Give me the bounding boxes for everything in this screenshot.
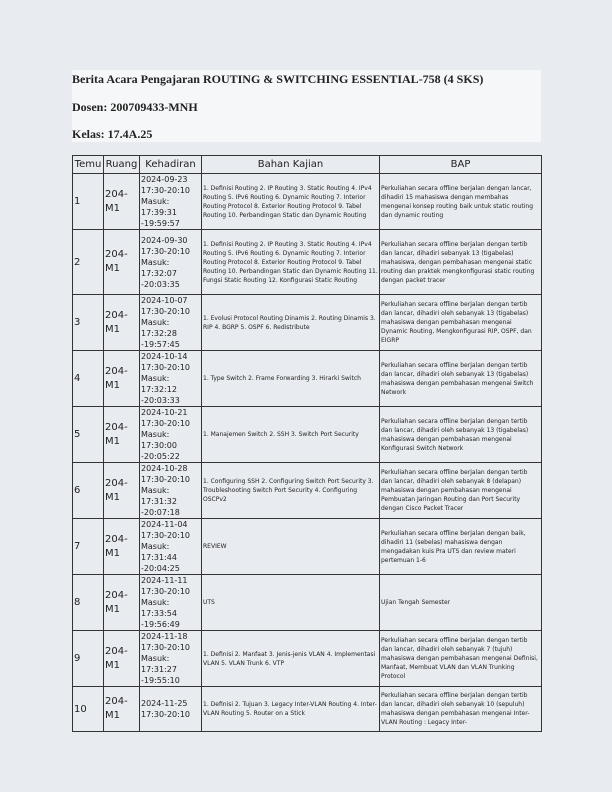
table-row	[73, 519, 542, 575]
cell-kehadiran	[140, 351, 202, 407]
cell-ruang: 204-M1	[104, 295, 140, 351]
cell-kehadiran	[140, 174, 202, 230]
keluar: -19:55:10	[141, 676, 180, 685]
cell-bahan-kajian: 1. Manajemen Switch 2. SSH 3. Switch Port Security	[202, 407, 380, 463]
masuk: Masuk: 17:30:00	[141, 430, 177, 450]
time: 17:30-20:10	[141, 419, 190, 428]
cell-bap: Perkuliahan secara offline berjalan dengan baik, dihadiri 11 (sebelas) mahasiswa dengan mengadakan kuis Pra UTS dan review materi pertemuan 1-6	[380, 519, 542, 575]
cell-temu: 7	[73, 519, 104, 575]
date: 2024-11-25	[141, 699, 188, 708]
column-header-bahan-kajian: Bahan Kajian	[202, 156, 380, 174]
cell-ruang: 204-M1	[104, 230, 140, 295]
keluar: -19:57:45	[141, 340, 180, 349]
class-line: Kelas: 17.4A.25	[72, 127, 153, 141]
masuk: Masuk: 17:31:44	[141, 542, 177, 562]
masuk: Masuk: 17:31:32	[141, 486, 177, 506]
masuk: Masuk: 17:32:12	[141, 374, 177, 394]
cell-bap: Perkuliahan secara offline berjalan dengan tertib dan lancar, dihadiri oleh sebanyak 10 (sepuluh) mahasiswa dengan pembahasan mengenai Inter-VLAN Routing : Legacy Inter-	[380, 687, 542, 732]
date: 2024-11-18	[141, 632, 188, 641]
table-row	[73, 575, 542, 631]
time: 17:30-20:10	[141, 710, 190, 719]
keluar: -20:03:35	[141, 279, 180, 289]
cell-bahan-kajian: UTS	[202, 575, 380, 631]
cell-temu: 10	[73, 687, 104, 732]
cell-bahan-kajian: 1. Definisi 2. Tujuan 3. Legacy Inter-VLAN Routing 4. Inter-VLAN Routing 5. Router on a Stick	[202, 687, 380, 732]
cell-bap: Perkuliahan secara offline berjalan dengan tertib dan lancar, dihadiri oleh sebanyak 7 (tujuh) mahasiswa dengan pembahasan mengenai Definisi, Manfaat, Membuat VLAN dan VLAN Trunking Protocol	[380, 631, 542, 687]
cell-bap: Perkuliahan secara offline berjalan dengan tertib dan lancar, dihadiri oleh sebanyak 13 (tigabelas) mahasiswa dengan pembahasan mengenai Konfigurasi Switch Network	[380, 407, 542, 463]
date: 2024-10-21	[141, 408, 188, 417]
cell-kehadiran	[140, 687, 202, 732]
cell-ruang: 204-M1	[104, 174, 140, 230]
cell-bap: Perkuliahan secara offline berjalan dengan tertib dan lancar, dihadiri oleh sebanyak 8 (delapan) mahasiswa dengan pembahasan mengenai Pembuatan Jaringan Routing dan Port Security dengan Cisco Packet Tracer	[380, 463, 542, 519]
table-row	[73, 407, 542, 463]
cell-bap: Perkuliahan secara offline berjalan dengan tertib dan lancar, dihadiri sebanyak 13 (tigabelas) mahasiswa, dengan pembahasan mengenai static routing dan praktek mengkonfigurasi static routing dengan packet tracer	[380, 230, 542, 295]
cell-temu: 1	[73, 174, 104, 230]
cell-bap: Perkuliahan secara offline berjalan dengan tertib dan lancar, dihadiri oleh sebanyak 13 (tigabelas) mahasiswa dengan pembahasan mengenai Switch Network	[380, 351, 542, 407]
table-row	[73, 631, 542, 687]
cell-bahan-kajian: 1. Type Switch 2. Frame Forwarding 3. Hirarki Switch	[202, 351, 380, 407]
cell-kehadiran	[140, 463, 202, 519]
cell-kehadiran	[140, 230, 202, 295]
cell-bahan-kajian: 1. Definisi Routing 2. IP Routing 3. Static Routing 4. IPv4 Routing 5. IPv6 Routing 6. Dynamic Routing 7. Interior Routing Protocol 8. Exterior Routing Protocol 9. Tabel Routing 10. Perbandingan Static dan Dynamic Routing	[202, 174, 380, 230]
time: 17:30-20:10	[141, 587, 190, 596]
column-header-kehadiran: Kehadiran	[140, 156, 202, 174]
time: 17:30-20:10	[141, 246, 190, 256]
cell-ruang: 204-M1	[104, 519, 140, 575]
cell-bahan-kajian: REVIEW	[202, 519, 380, 575]
time: 17:30-20:10	[141, 531, 190, 540]
time: 17:30-20:10	[141, 475, 190, 484]
cell-ruang: 204-M1	[104, 575, 140, 631]
cell-bap: Perkuliahan secara offline berjalan dengan tertib dan lancar, dihadiri oleh sebanyak 13 (tigabelas) mahasiswa dengan pembahasan mengenai Dynamic Routing, Mengkonfigurasi RIP, OSPF, dan EIGRP	[380, 295, 542, 351]
cell-bap: Perkuliahan secara offline berjalan dengan lancar, dihadiri 15 mahasiswa dengan membahas mengenai konsep routing baik untuk static routing dan dynamic routing	[380, 174, 542, 230]
column-header-ruang: Ruang	[104, 156, 140, 174]
keluar: -20:03:33	[141, 396, 180, 405]
table-row	[73, 230, 542, 295]
time: 17:30-20:10	[141, 643, 190, 652]
cell-bahan-kajian: 1. Definisi Routing 2. IP Routing 3. Static Routing 4. IPv4 Routing 5. IPv6 Routing 6. Dynamic Routing 7. Interior Routing Protocol 8. Exterior Routing Protocol 9. Tabel Routing 10. Perbandingan Static dan Dynamic Routing 11. Fungsi Static Routing 12. Konfigurasi Static Routing	[202, 230, 380, 295]
date: 2024-11-04	[141, 520, 188, 529]
cell-kehadiran	[140, 631, 202, 687]
document-header	[72, 70, 541, 142]
cell-kehadiran	[140, 519, 202, 575]
masuk: Masuk: 17:32:07	[141, 257, 177, 278]
cell-kehadiran	[140, 407, 202, 463]
cell-ruang: 204-M1	[104, 687, 140, 732]
date: 2024-10-07	[141, 296, 188, 305]
date: 2024-09-23	[141, 175, 188, 184]
cell-kehadiran	[140, 295, 202, 351]
keluar: -19:56:49	[141, 620, 180, 629]
masuk: Masuk: 17:32:28	[141, 318, 177, 338]
cell-temu: 9	[73, 631, 104, 687]
keluar: -19:59:57	[141, 219, 180, 228]
cell-temu: 6	[73, 463, 104, 519]
time: 17:30-20:10	[141, 363, 190, 372]
cell-temu: 5	[73, 407, 104, 463]
table-row	[73, 174, 542, 230]
cell-bahan-kajian: 1. Definisi 2. Manfaat 3. Jenis-jenis VLAN 4. Implementasi VLAN 5. VLAN Trunk 6. VTP	[202, 631, 380, 687]
cell-temu: 8	[73, 575, 104, 631]
masuk: Masuk: 17:33:54	[141, 598, 177, 618]
lecturer-line: Dosen: 200709433-MNH	[72, 100, 198, 114]
table-row	[73, 687, 542, 732]
keluar: -20:04:25	[141, 564, 180, 573]
table-row	[73, 295, 542, 351]
cell-ruang: 204-M1	[104, 351, 140, 407]
date: 2024-11-11	[141, 576, 188, 585]
cell-bahan-kajian: 1. Configuring SSH 2. Configuring Switch Port Security 3. Troubleshooting Switch Port Security 4. Configuring OSCPv2	[202, 463, 380, 519]
column-header-temu: Temu	[73, 156, 104, 174]
time: 17:30-20:10	[141, 307, 190, 316]
teaching-record-table	[72, 155, 542, 732]
document-title: Berita Acara Pengajaran ROUTING & SWITCHING ESSENTIAL-758 (4 SKS)	[72, 72, 484, 86]
cell-ruang: 204-M1	[104, 631, 140, 687]
date: 2024-09-30	[141, 235, 188, 245]
cell-bahan-kajian: 1. Evolusi Protocol Routing Dinamis 2. Routing Dinamis 3. RIP 4. BGRP 5. OSPF 6. Redistribute	[202, 295, 380, 351]
column-header-bap: BAP	[380, 156, 542, 174]
table-header-row	[73, 156, 542, 174]
masuk: Masuk: 17:31:27	[141, 654, 177, 674]
time: 17:30-20:10	[141, 186, 190, 195]
cell-temu: 2	[73, 230, 104, 295]
table-row	[73, 463, 542, 519]
keluar: -20:07:18	[141, 508, 180, 517]
date: 2024-10-28	[141, 464, 188, 473]
cell-kehadiran	[140, 575, 202, 631]
cell-ruang: 204-M1	[104, 463, 140, 519]
cell-temu: 3	[73, 295, 104, 351]
table-row	[73, 351, 542, 407]
date: 2024-10-14	[141, 352, 188, 361]
cell-temu: 4	[73, 351, 104, 407]
keluar: -20:05:22	[141, 452, 180, 461]
cell-ruang: 204-M1	[104, 407, 140, 463]
masuk: Masuk: 17:39:31	[141, 197, 177, 217]
cell-bap: Ujian Tengah Semester	[380, 575, 542, 631]
